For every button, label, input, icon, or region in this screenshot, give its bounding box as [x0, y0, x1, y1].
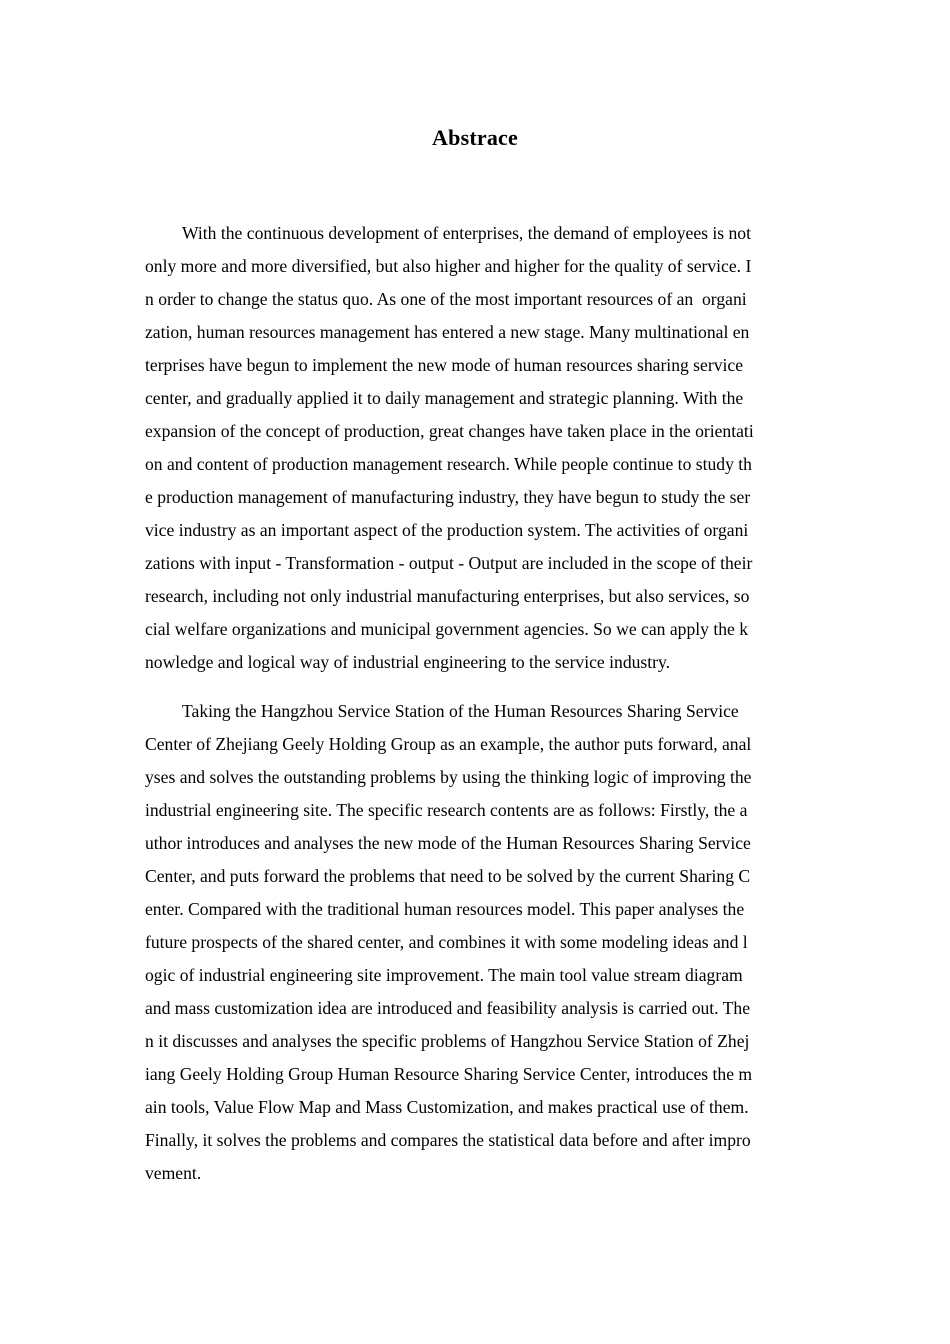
text-line: vice industry as an important aspect of the production system. The activities of organi	[145, 520, 749, 540]
text-line: Center of Zhejiang Geely Holding Group as an example, the author puts forward, anal	[145, 734, 752, 754]
text-line: on and content of production management research. While people continue to study th	[145, 454, 752, 474]
text-line: research, including not only industrial manufacturing enterprises, but also services, so	[145, 586, 750, 606]
text-line: expansion of the concept of production, great changes have taken place in the orientati	[145, 421, 754, 441]
text-line: e production management of manufacturing industry, they have begun to study the ser	[145, 487, 751, 507]
text-line: Center, and puts forward the problems that need to be solved by the current Sharing C	[145, 866, 751, 886]
text-line: cial welfare organizations and municipal government agencies. So we can apply the k	[145, 619, 749, 639]
text-line: n it discusses and analyses the specific problems of Hangzhou Service Station of Zhej	[145, 1031, 750, 1051]
text-line: future prospects of the shared center, and combines it with some modeling ideas and l	[145, 932, 748, 952]
text-line: vement.	[145, 1163, 202, 1183]
text-line: zation, human resources management has entered a new stage. Many multinational en	[145, 322, 750, 342]
text-line: With the continuous development of enterprises, the demand of employees is not	[182, 223, 751, 243]
text-line: Taking the Hangzhou Service Station of the Human Resources Sharing Service	[182, 701, 739, 721]
page-title: Abstrace	[432, 125, 518, 150]
text-line: uthor introduces and analyses the new mode of the Human Resources Sharing Service	[145, 833, 751, 853]
text-line: iang Geely Holding Group Human Resource Sharing Service Center, introduces the m	[145, 1064, 753, 1084]
text-line: terprises have begun to implement the new mode of human resources sharing service	[145, 355, 743, 375]
text-line: zations with input - Transformation - output - Output are included in the scope of their	[145, 553, 753, 573]
text-line: industrial engineering site. The specific research contents are as follows: Firstly, the a	[145, 800, 748, 820]
abstract-paragraph-1	[145, 219, 810, 681]
text-line: Finally, it solves the problems and compares the statistical data before and after impro	[145, 1130, 751, 1150]
text-line: center, and gradually applied it to daily management and strategic planning. With the	[145, 388, 744, 408]
text-line: only more and more diversified, but also higher and higher for the quality of service. I	[145, 256, 752, 276]
text-line: yses and solves the outstanding problems by using the thinking logic of improving the	[145, 767, 752, 787]
text-line: nowledge and logical way of industrial engineering to the service industry.	[145, 652, 671, 672]
text-line: ain tools, Value Flow Map and Mass Customization, and makes practical use of them.	[145, 1097, 749, 1117]
text-line: and mass customization idea are introduced and feasibility analysis is carried out. The	[145, 998, 751, 1018]
abstract-paragraph-2	[145, 697, 810, 1192]
text-line: enter. Compared with the traditional human resources model. This paper analyses the	[145, 899, 745, 919]
text-line: ogic of industrial engineering site improvement. The main tool value stream diagram	[145, 965, 743, 985]
text-line: n order to change the status quo. As one of the most important resources of an organi	[145, 289, 747, 309]
